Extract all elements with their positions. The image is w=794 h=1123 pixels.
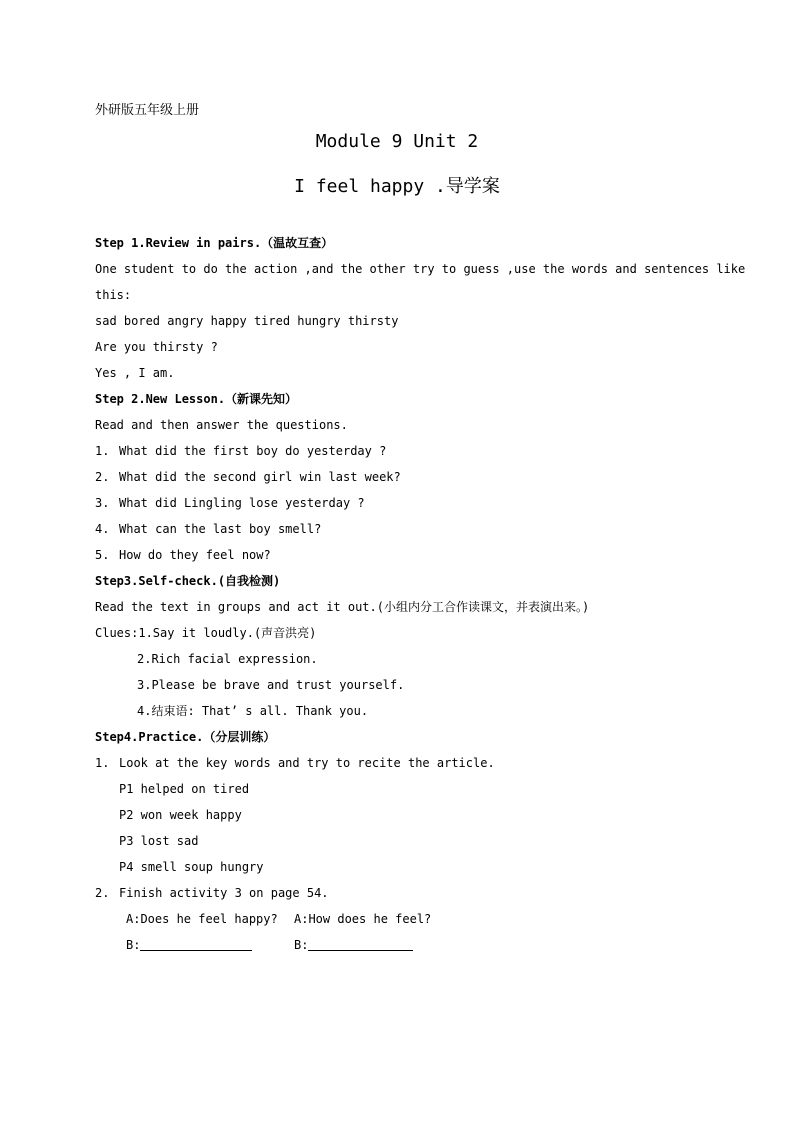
step2-instruction: Read and then answer the questions.: [95, 418, 348, 432]
keyword-line: P4 smell soup hungry: [119, 860, 264, 874]
question-number: 1.: [95, 444, 110, 458]
answer-blank[interactable]: [140, 938, 252, 951]
dialogue-answer-a: [126, 937, 252, 953]
dialogue-question-a: A:Does he feel happy?: [126, 912, 278, 926]
step1-question: Are you thirsty ?: [95, 340, 218, 354]
question-number: 2.: [95, 470, 110, 484]
question-text: What did Lingling lose yesterday ?: [119, 496, 365, 510]
question-item: [95, 495, 365, 511]
question-item: [95, 521, 321, 537]
practice-text: Look at the key words and try to recite the article.: [119, 756, 495, 770]
question-text: What did the first boy do yesterday ?: [119, 444, 387, 458]
lesson-title: I feel happy .导学案: [294, 176, 500, 197]
question-item: [95, 443, 386, 459]
question-item: [95, 547, 271, 563]
answer-label: B:: [126, 938, 141, 952]
practice-item-2: [95, 885, 329, 901]
question-number: 5.: [95, 548, 110, 562]
dialogue-question-b: A:How does he feel?: [294, 912, 432, 926]
practice-item-1: [95, 755, 495, 771]
keyword-line: P1 helped on tired: [119, 782, 250, 796]
answer-label: B:: [294, 938, 309, 952]
clue-4: 4.结束语: That’ s all. Thank you.: [137, 704, 369, 718]
step1-word-list: sad bored angry happy tired hungry thirsty: [95, 314, 399, 328]
question-number: 4.: [95, 522, 110, 536]
step4-heading: Step4.Practice.（分层训练）: [95, 730, 276, 744]
book-edition: 外研版五年级上册: [95, 103, 200, 118]
question-text: What can the last boy smell?: [119, 522, 322, 536]
step3-instruction: Read the text in groups and act it out.(小组内分工合作读课文，并表演出来。): [95, 600, 590, 614]
question-text: What did the second girl win last week?: [119, 470, 401, 484]
question-item: [95, 469, 401, 485]
answer-blank[interactable]: [308, 938, 413, 951]
step3-heading: Step3.Self-check.(自我检测): [95, 574, 281, 588]
clue-2: 2.Rich facial expression.: [137, 652, 318, 666]
clue-1: Clues:1.Say it loudly.(声音洪亮): [95, 626, 317, 640]
step1-heading: Step 1.Review in pairs.（温故互查）: [95, 236, 334, 250]
step1-answer: Yes , I am.: [95, 366, 175, 380]
practice-text: Finish activity 3 on page 54.: [119, 886, 329, 900]
step1-instruction-line2: this:: [95, 288, 132, 302]
step2-heading: Step 2.New Lesson.（新课先知）: [95, 392, 298, 406]
practice-number: 2.: [95, 886, 110, 900]
question-number: 3.: [95, 496, 110, 510]
question-text: How do they feel now?: [119, 548, 271, 562]
module-title: Module 9 Unit 2: [315, 131, 479, 152]
practice-number: 1.: [95, 756, 110, 770]
clue-3: 3.Please be brave and trust yourself.: [137, 678, 405, 692]
dialogue-answer-b: [294, 937, 413, 953]
keyword-line: P3 lost sad: [119, 834, 199, 848]
step1-instruction-line1: One student to do the action ,and the other try to guess ,use the words and sentences like: [95, 262, 746, 276]
keyword-line: P2 won week happy: [119, 808, 242, 822]
